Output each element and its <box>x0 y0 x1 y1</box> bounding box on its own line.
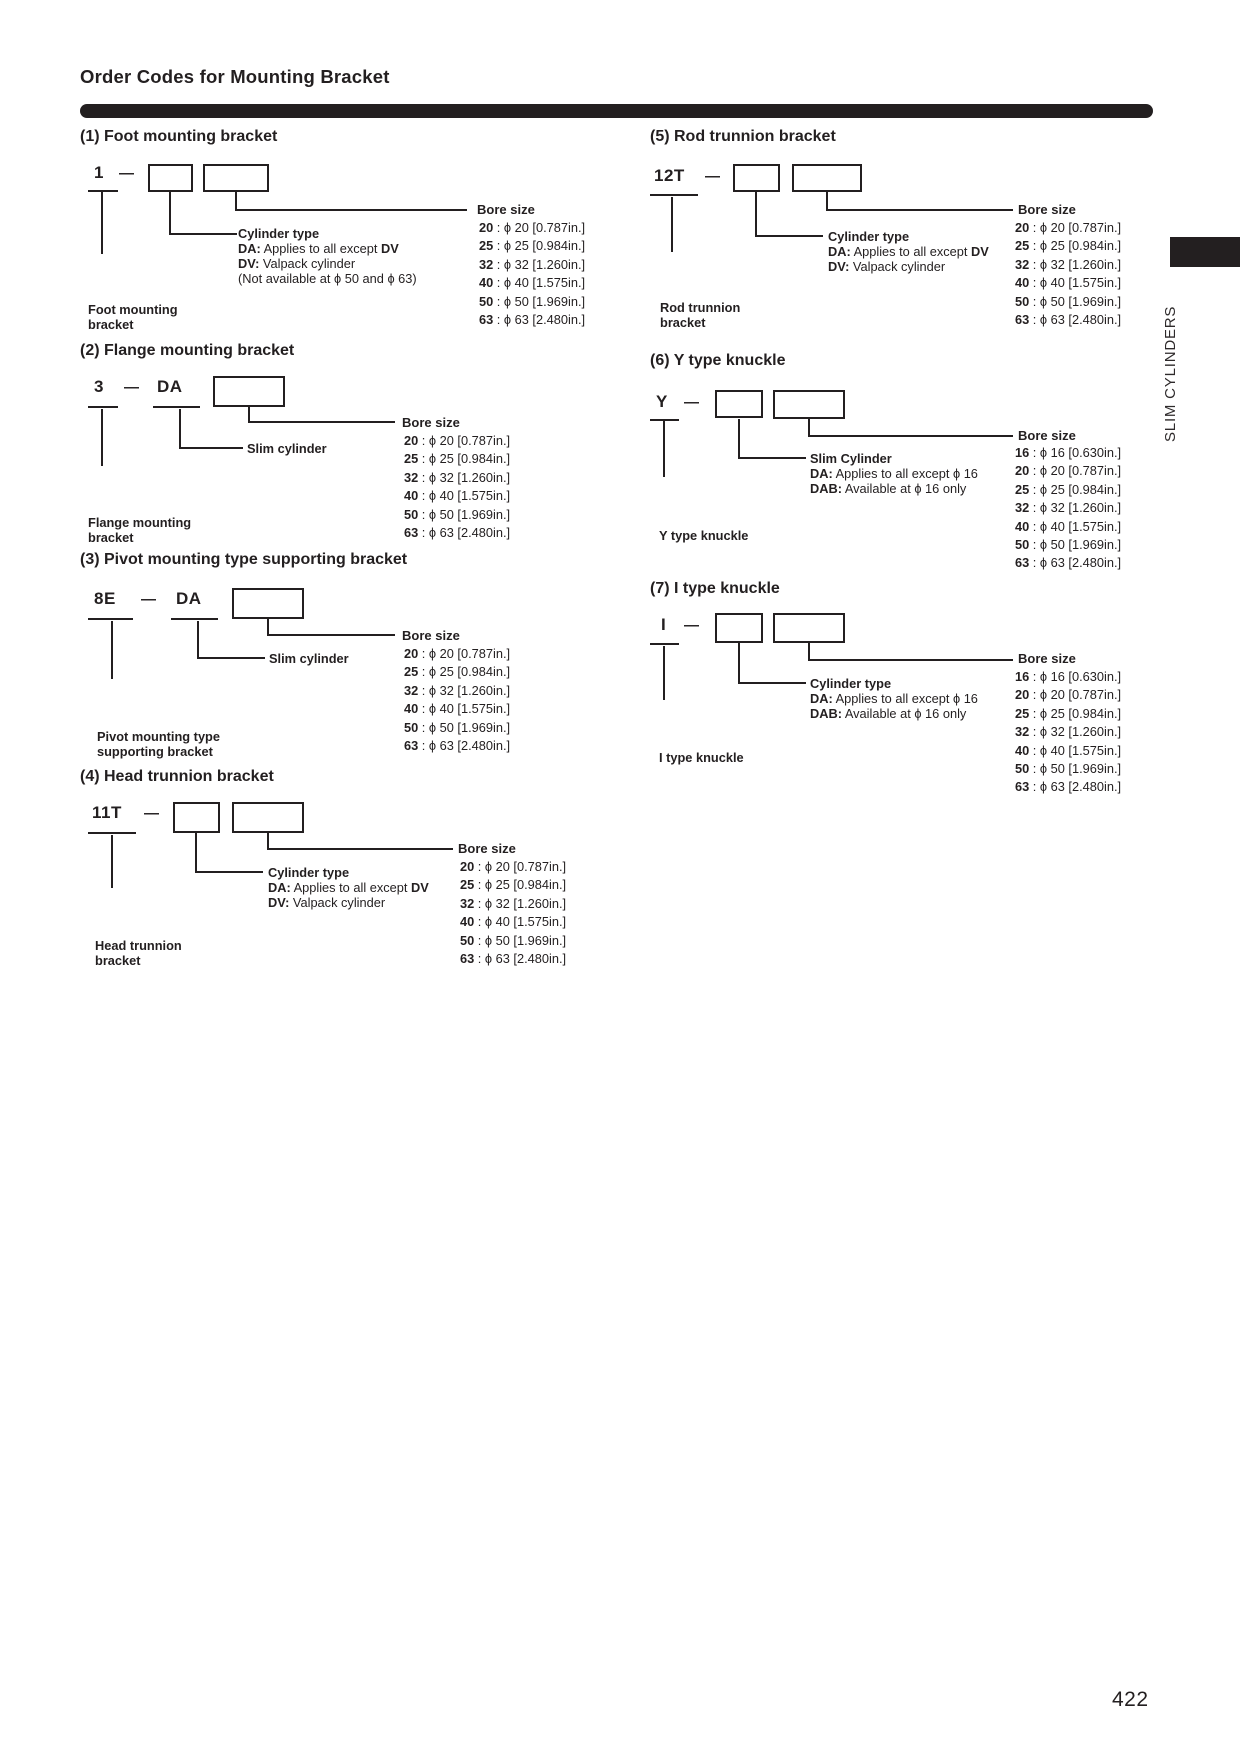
cylinder-type-line: DAB: Available at ϕ 16 only <box>810 481 967 496</box>
bore-size-box <box>773 613 845 643</box>
connector-line <box>179 447 243 449</box>
code-underline <box>650 194 698 196</box>
connector-line <box>101 409 103 466</box>
bore-size-row: 50 : ϕ 50 [1.969in.] <box>404 719 511 735</box>
title-underline-bar <box>80 104 1153 118</box>
bore-size-row: 63 : ϕ 63 [2.480in.] <box>1015 779 1122 795</box>
bore-size-row: 25 : ϕ 25 [0.984in.] <box>460 877 567 893</box>
bore-size-list <box>404 645 510 755</box>
bore-size-row: 63 : ϕ 63 [2.480in.] <box>479 312 586 328</box>
chapter-tab <box>1170 237 1240 267</box>
cylinder-type-title: Cylinder type <box>828 229 910 244</box>
connector-line <box>663 646 665 700</box>
page-number: 422 <box>1112 1688 1149 1711</box>
section-6-heading: (6) Y type knuckle <box>650 352 786 369</box>
code-dash: — <box>684 394 699 411</box>
cylinder-type-line: DA: Applies to all except DV <box>268 880 429 895</box>
chapter-tab-label: SLIM CYLINDERS <box>1162 305 1179 442</box>
bore-size-list <box>1015 219 1121 329</box>
cylinder-type-lines <box>810 466 978 496</box>
bore-size-box <box>232 802 304 833</box>
cylinder-type-title: Cylinder type <box>810 676 892 691</box>
bore-size-row: 20 : ϕ 20 [0.787in.] <box>479 220 586 235</box>
bore-size-row: 32 : ϕ 32 [1.260in.] <box>404 469 511 485</box>
section-2-heading: (2) Flange mounting bracket <box>80 342 295 359</box>
bracket-name-line: supporting bracket <box>97 744 213 759</box>
bracket-name-line: bracket <box>660 315 706 330</box>
page-title: Order Codes for Mounting Bracket <box>80 66 390 87</box>
bracket-name-line: Y type knuckle <box>659 527 749 543</box>
bore-size-row: 32 : ϕ 32 [1.260in.] <box>1015 724 1122 740</box>
bore-size-row: 20 : ϕ 20 [0.787in.] <box>460 859 567 874</box>
connector-line <box>197 657 265 659</box>
code-dash: — <box>144 805 159 822</box>
bracket-name-line: I type knuckle <box>659 749 744 765</box>
bore-size-title: Bore size <box>458 841 516 856</box>
bore-size-row: 32 : ϕ 32 [1.260in.] <box>479 256 586 272</box>
cylinder-type-line: DV: Valpack cylinder <box>268 895 386 910</box>
bore-size-row: 25 : ϕ 25 [0.984in.] <box>1015 705 1122 721</box>
code-underline <box>650 643 679 645</box>
cylinder-type-title: Cylinder type <box>268 865 350 880</box>
order-code-cylinder: DA <box>176 589 202 608</box>
connector-line <box>111 621 113 679</box>
bracket-name-line: Rod trunnion <box>660 299 741 315</box>
connector-line <box>248 421 395 423</box>
connector-line <box>111 835 113 888</box>
slim-cylinder-label: Slim cylinder <box>247 441 327 456</box>
bore-size-row: 50 : ϕ 50 [1.969in.] <box>1015 537 1122 553</box>
connector-line <box>826 209 1013 211</box>
bore-size-row: 50 : ϕ 50 [1.969in.] <box>479 293 586 309</box>
bracket-name-line: Foot mounting <box>88 301 178 317</box>
cylinder-type-note: (Not available at ϕ 50 and ϕ 63) <box>238 271 417 286</box>
bore-size-list <box>460 858 566 968</box>
bracket-name-line: bracket <box>88 530 134 545</box>
cylinder-type-line: DA: Applies to all except ϕ 16 <box>810 691 978 706</box>
section-4-heading: (4) Head trunnion bracket <box>80 768 274 785</box>
connector-line <box>267 634 395 636</box>
code-dash: — <box>705 168 720 185</box>
bracket-name-label <box>659 703 744 765</box>
order-code-prefix: 12T <box>654 166 685 185</box>
bracket-name-line: Pivot mounting type <box>97 728 220 744</box>
order-code-prefix: 1 <box>94 163 104 182</box>
connector-line <box>235 209 467 211</box>
connector-line <box>755 235 823 237</box>
cylinder-type-box <box>715 390 763 418</box>
code-underline <box>88 406 118 408</box>
connector-line <box>179 409 181 449</box>
bracket-name-label <box>660 253 740 331</box>
bore-size-row: 40 : ϕ 40 [1.575in.] <box>404 488 511 504</box>
bore-size-box <box>792 164 862 192</box>
order-code-prefix: 11T <box>92 803 122 822</box>
bore-size-row: 50 : ϕ 50 [1.969in.] <box>1015 293 1122 309</box>
bore-size-row: 40 : ϕ 40 [1.575in.] <box>1015 275 1122 291</box>
bore-size-title: Bore size <box>1018 428 1076 443</box>
bore-size-row: 20 : ϕ 20 [0.787in.] <box>1015 220 1122 235</box>
order-code-prefix: Y <box>656 392 668 411</box>
code-underline <box>88 832 136 834</box>
bore-size-row: 32 : ϕ 32 [1.260in.] <box>460 895 567 911</box>
bore-size-row: 40 : ϕ 40 [1.575in.] <box>1015 742 1122 758</box>
bracket-name-line: Flange mounting <box>88 514 192 530</box>
cylinder-type-lines <box>238 241 399 271</box>
connector-line <box>671 197 673 252</box>
bore-size-row: 50 : ϕ 50 [1.969in.] <box>404 506 511 522</box>
bracket-name-line: bracket <box>95 953 141 968</box>
bore-size-box <box>203 164 269 192</box>
bore-size-row: 40 : ϕ 40 [1.575in.] <box>460 914 567 930</box>
cylinder-type-line: DV: Valpack cylinder <box>238 256 356 271</box>
slim-cylinder-label: Slim cylinder <box>269 651 349 666</box>
bore-size-row: 25 : ϕ 25 [0.984in.] <box>479 238 586 254</box>
bore-size-row: 25 : ϕ 25 [0.984in.] <box>404 664 511 680</box>
order-code-prefix: I <box>661 615 667 634</box>
code-dash: — <box>119 165 134 182</box>
section-7-heading: (7) I type knuckle <box>650 580 780 597</box>
bore-size-row: 63 : ϕ 63 [2.480in.] <box>404 738 511 754</box>
connector-line <box>738 682 806 684</box>
bracket-name-label <box>659 481 748 543</box>
bore-size-row: 32 : ϕ 32 [1.260in.] <box>404 682 511 698</box>
code-underline <box>88 618 133 620</box>
cylinder-type-box <box>715 613 763 643</box>
bore-size-row: 63 : ϕ 63 [2.480in.] <box>404 525 511 541</box>
cylinder-type-box <box>148 164 193 192</box>
bore-size-row: 40 : ϕ 40 [1.575in.] <box>1015 518 1122 534</box>
connector-line <box>663 421 665 477</box>
bore-size-row: 20 : ϕ 20 [0.787in.] <box>1015 463 1122 479</box>
cylinder-type-box <box>173 802 220 833</box>
cylinder-type-lines <box>268 880 429 910</box>
bore-size-row: 63 : ϕ 63 [2.480in.] <box>1015 555 1122 571</box>
connector-line <box>755 192 757 237</box>
code-dash: — <box>684 617 699 634</box>
cylinder-type-lines <box>810 691 978 721</box>
bore-size-row: 25 : ϕ 25 [0.984in.] <box>1015 481 1122 497</box>
connector-line <box>267 848 453 850</box>
bore-size-row: 32 : ϕ 32 [1.260in.] <box>1015 256 1122 272</box>
connector-line <box>101 190 103 254</box>
cylinder-type-lines <box>828 244 989 274</box>
order-code-prefix: 8E <box>94 589 116 608</box>
bore-size-row: 16 : ϕ 16 [0.630in.] <box>1015 445 1122 460</box>
connector-line <box>738 419 740 459</box>
connector-line <box>738 643 740 684</box>
section-3-heading: (3) Pivot mounting type supporting bracket <box>80 551 408 568</box>
bore-size-row: 25 : ϕ 25 [0.984in.] <box>1015 238 1122 254</box>
connector-line <box>195 871 263 873</box>
bracket-name-line: Head trunnion <box>95 937 182 953</box>
bore-size-row: 50 : ϕ 50 [1.969in.] <box>460 932 567 948</box>
bore-size-title: Bore size <box>477 202 535 217</box>
cylinder-type-line: DAB: Available at ϕ 16 only <box>810 706 967 721</box>
bore-size-row: 40 : ϕ 40 [1.575in.] <box>479 275 586 291</box>
bracket-name-label <box>88 255 178 333</box>
bore-size-title: Bore size <box>402 415 460 430</box>
code-underline <box>153 406 200 408</box>
connector-line <box>195 833 197 873</box>
connector-line <box>169 233 237 235</box>
connector-line <box>738 457 806 459</box>
connector-line <box>169 192 171 235</box>
bore-size-list <box>479 219 585 329</box>
connector-line <box>197 621 199 659</box>
bore-size-box <box>213 376 285 407</box>
bore-size-box <box>773 390 845 419</box>
code-dash: — <box>124 379 139 396</box>
section-5-heading: (5) Rod trunnion bracket <box>650 128 836 145</box>
order-code-cylinder: DA <box>157 377 183 396</box>
bore-size-row: 50 : ϕ 50 [1.969in.] <box>1015 761 1122 777</box>
code-underline <box>171 618 218 620</box>
bracket-name-label <box>88 468 191 546</box>
cylinder-type-line: DA: Applies to all except ϕ 16 <box>810 466 978 481</box>
cylinder-type-title: Cylinder type <box>238 226 320 241</box>
connector-line <box>808 659 1013 661</box>
bore-size-list <box>1015 444 1121 573</box>
cylinder-type-line: DV: Valpack cylinder <box>828 259 946 274</box>
bore-size-row: 20 : ϕ 20 [0.787in.] <box>1015 687 1122 703</box>
bracket-name-label <box>97 682 220 760</box>
bracket-name-label <box>95 891 182 969</box>
cylinder-type-line: DA: Applies to all except DV <box>828 244 989 259</box>
section-1-heading: (1) Foot mounting bracket <box>80 128 278 145</box>
cylinder-type-line: DA: Applies to all except DV <box>238 241 399 256</box>
connector-line <box>808 435 1013 437</box>
bore-size-title: Bore size <box>402 628 460 643</box>
bore-size-box <box>232 588 304 619</box>
bore-size-row: 20 : ϕ 20 [0.787in.] <box>404 433 511 448</box>
cylinder-type-box <box>733 164 780 192</box>
bore-size-list <box>404 432 510 542</box>
bore-size-title: Bore size <box>1018 651 1076 666</box>
order-code-prefix: 3 <box>94 377 104 396</box>
code-underline <box>88 190 118 192</box>
bore-size-row: 63 : ϕ 63 [2.480in.] <box>460 951 567 967</box>
bore-size-row: 40 : ϕ 40 [1.575in.] <box>404 701 511 717</box>
bore-size-list <box>1015 668 1121 797</box>
slim-cylinder-title: Slim Cylinder <box>810 451 892 466</box>
code-dash: — <box>141 591 156 608</box>
bracket-name-line: bracket <box>88 317 134 332</box>
bore-size-row: 32 : ϕ 32 [1.260in.] <box>1015 500 1122 516</box>
bore-size-row: 20 : ϕ 20 [0.787in.] <box>404 646 511 661</box>
bore-size-row: 25 : ϕ 25 [0.984in.] <box>404 451 511 467</box>
bore-size-title: Bore size <box>1018 202 1076 217</box>
bore-size-row: 63 : ϕ 63 [2.480in.] <box>1015 312 1122 328</box>
bore-size-row: 16 : ϕ 16 [0.630in.] <box>1015 669 1122 684</box>
